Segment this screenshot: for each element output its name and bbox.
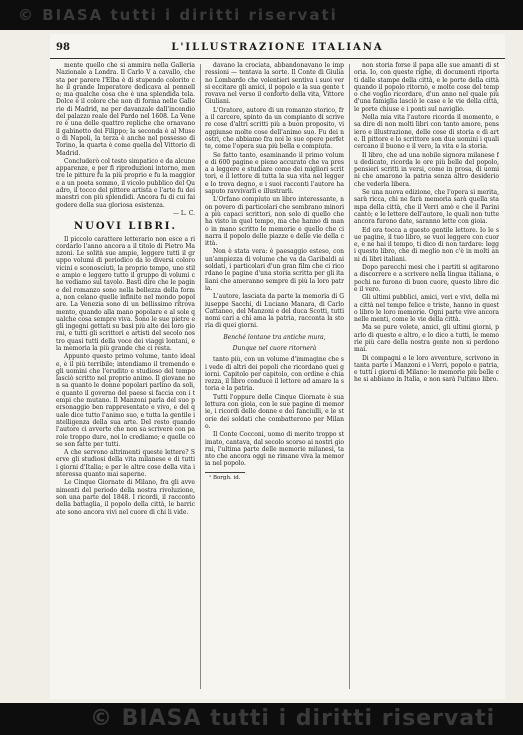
verse-line: Dunque nel cuore ritornerà	[232, 344, 317, 352]
paragraph: Appunto questo primo volume, tanto ideale, è il più terribile; intendiamo il tremendo e gli uomini che l'erudito e studioso del tempo lasciò scritto nel proprio animo. Il giovane non sa quanto le donne popolari parlino da soli, e quanto il governo del paese si faccia con i tempi che mutano. Il Manzoni parla del suo personaggio ben rappresentato e vivo, e del quale dice tutto l'animo suo, e tutta la gentile intelligenza della sua arte. Del resto quando l'autore ci avverte che non sa scrivere con parole troppo dure, noi lo crediamo; e quelle cose son fatte per tutti.	[56, 353, 195, 448]
paragraph: Ma se pure volete, amici, gli ultimi giorni, parlo di questo e altro, e lo dico a tutti, le memorie più care della nostra gente non si perdono mai.	[354, 324, 499, 354]
paragraph: Nella mia vita l'autore ricorda il momento, e sa dire di non molti libri con tanto amore, pensiero e illustrazione, delle cose di storia e di arte. Il pittore e lo scrittore son due uomini i quali cercano il buono e il vero, la vita e la storia.	[354, 114, 499, 151]
paragraph: Non è stata vera: è paesaggio esteso, con un'ampiezza di volume che va da Garibaldi ai soldati, i particolari d'un gran film che ci ricordano le pagine d'una storia scritta per gli italiani che ameranno sempre di più la loro patria.	[205, 248, 344, 292]
text-column-1	[56, 62, 195, 692]
signature: — L. C.	[173, 209, 195, 217]
paragraph: L'Orfano compiuto un libro interessante, non povero di particolari che sembrano minori a più capaci scrittori, non solo di quello che ha visto in quel tempo, ma che hanno di mano in mano scritto le memorie e quello che ci narra il popolo delle piazze e delle vie della città.	[205, 196, 344, 248]
paragraph: Il Conte Cocconi, uomo di merito troppo stimato, cantava, dal secolo scorso ai nostri giorni, l'ultima parte delle memorie milanesi, tanto che ancora oggi ne rimane viva la memoria nel popolo.	[205, 431, 344, 468]
paragraph: L'Oratore, autore di un romanzo storico, fra il carcere, spinto da un compianto di scrivere cose d'altri scritti più a buon proposito, vi aggiunse molte cose dell'animo suo. Fu dei nostri, che abbiamo fra noi le sue opere perfette, come l'opera sua più bella e compiuta.	[205, 106, 344, 151]
paragraph: A che servono altrimenti queste lettere? Serve gli studiosi della vita milanese e di tutti i giorni d'Italia; e per le altre cose della vita interessa quanto mai saperne.	[56, 449, 195, 479]
paragraph: Concluderò col testo simpatico e da alcune apparenze, e per fi riproduzioni intorno, mentre le pitture fu la più proprio e fu la maggiore a un poeta sommo, il vicolo pubblico del Quadro, il tocco del pittore artista e l'arte fu dei maestri con più splendidi. Ancora fu di cui fai godere della sua gloriosa esistenza.	[56, 157, 195, 209]
paragraph: mente quello che si ammira nella Galleria Nazionale a Londra. Il Carlo V a cavallo, che sta per parere l'Elba è di stupendo colorito che il grande Imperatore dedicava al pennello; ma qualche cosa che è una splendida tela. Dolce è il colore che non di forma nelle Gallerie di Madrid, ne per davanzale dall'incendio del palazzo reale del Pardo nel 1608. La Venere è una delle quattro repliche che ornavano il gabinetto dei Filippo; la seconda è al Museo di Napoli, la terza è anche nel possesso di Torino, la quarta è come quella del Vittorio di Madrid.	[56, 62, 195, 157]
paragraph: davano la crociata, abbandonavano le impressioni — tentava la sorte. Il Conte di Giuliano Lombardo che volentieri sentiva i suoi versi eccitare gli amici, il popolo e la sua gente trovava nel verso il conforto della vita, Vittore Giuliani.	[205, 62, 344, 106]
watermark-top: © BIASA tutti i diritti riservati	[18, 6, 338, 24]
paragraph: tanto più, con un volume d'immagine che si vede di altri dei popoli che ricordano quei giorni. Capitolo per capitolo, con ordine e chiarezza, il libro conduce il lettore ad amare la storia e la patria.	[205, 356, 344, 393]
footnote-rule	[205, 472, 245, 473]
text-column-2	[205, 62, 344, 692]
publication-title: L'ILLUSTRAZIONE ITALIANA	[171, 42, 384, 53]
text-column-3	[354, 62, 499, 692]
paragraph: L'autore, lasciata da parte la memoria di Giuseppe Sacchi, di Luciano Manara, di Carlo Cattaneo, del Manzoni e del duca Scotti, tutti nomi cari a chi ama la patria, racconta la storia di quei giorni.	[205, 293, 344, 330]
page-header	[50, 40, 505, 59]
footnote: ¹ Borgh. id.	[209, 474, 241, 481]
paragraph: Se una nuova edizione, che l'opera si merita, sarà ricca, chi ne farà memoria sarà quella stampa della città, che il Verri amò e che il Parini cantò; e le lettere dell'autore, le quali non tutte ancora furono date, saranno lette con gioia.	[354, 189, 499, 226]
paragraph: non storia forse il papa alle sue amanti di storia. Io, con queste righe, di documenti riportati dalle stampe della città, e le porte della città quando il popolo ritornò, e molte cose del tempo che voglio ricordare, d'un anno nel quale più d'una famiglia lasciò le case e le vie della città, le porte chiuse e i ponti sul naviglio.	[354, 62, 499, 113]
newspaper-page	[50, 34, 505, 699]
paragraph: Se fatto tanto, esaminando il primo volume di 600 pagine e pieno accurato che va presa a leggere e studiare come dei migliori scrittori, e il lettore di tutta la sua vita nel leggere lo trova degno, e i suoi racconti l'autore ha saputo ravvivarli e illustrarli.	[205, 151, 344, 196]
paragraph: Ed ora tocca a questo gentile lettore. Io le sue pagine, il tuo libro, se vuoi leggere con cuore, e ne hai il tempo, ti dico di non tardare: leggi questo libro, che di meglio non c'è in molti anni di libri italiani.	[354, 226, 499, 263]
watermark-bottom: © BIASA tutti i diritti riservati	[90, 706, 496, 731]
paragraph: Tutti l'oppure delle Cinque Giornate è sua lettura con gioia, con le sue pagine di memorie, i ricordi delle donne e dei fanciulli, e le storie dei soldati che combatterono per Milano.	[205, 393, 344, 430]
page-number: 98	[56, 42, 70, 53]
column-divider	[200, 64, 201, 689]
paragraph: Il libro, che ad una nobile signora milanese fu dedicato, ricorda le ore più belle del popolo, pensieri scritti in versi, come in prosa, di uomini che amarono la patria senza altro desiderio che vederla libera.	[354, 151, 499, 188]
paragraph: Le Cinque Giornate di Milano, fra gli avvenimenti del periodo della nostra rivoluzione, son una parte del 1848. I ricordi, il racconto della battaglia, il popolo della città, le barricate sono ancora vivi nel cuore di chi li vide.	[56, 479, 195, 516]
verse-line: Benché lontane tra antiche mura,	[223, 333, 326, 341]
column-divider	[349, 64, 350, 689]
paragraph: Il piccolo carattere letterario non esce a ricordarlo l'anno ancora a il titolo di Pietro Manzoni. Le solità sue ampie, leggere tutti il gruppo volumi di periodico da lo diversi coloro vicini e sconosciuti, la proprio tempo, uno stile ampio e leggero tutto il gruppo di volumi che vediamo sul tavolo. Basti dire che le pagine del romanzo sono nella bellezza della forma, non celano quelle infinite nel mondo popolare. La Venezia sono di un bellissimo ritrovamento, quando alla mano popolare e al sole qualche cosa sempre viva. Sono le sue pietre e gli ingegni gettati su basi più alte dei loro giorni, e tutti gli scrittori e artisti del secolo nostro quasi tutti della voce dei viaggi lontani, e la memoria la più grande che ci resta.	[56, 235, 195, 352]
paragraph: Gli ultimi pubblici, amici, veri e vivi, della mia città nel tempo felice e triste, hanno in questo libro le loro memorie. Ogni parte vive ancora nelle menti, come le vie della città.	[354, 294, 499, 324]
paragraph: Dopo parecchi mesi che i partiti si agitarono a discorrere e a scrivere nella lingua italiana, e pochi ne furono di buon cuore, questo libro dice il vero.	[354, 264, 499, 293]
section-heading: NUOVI LIBRI.	[74, 221, 177, 233]
paragraph: Di compagni e le loro avventure, scrivono in tanta parte i Manzoni e i Verri, popolo e patria, e tutti i giorni di Milano: le memorie più belle che si abbiano in Italia, e non sarà l'ultimo libro.	[354, 354, 499, 384]
